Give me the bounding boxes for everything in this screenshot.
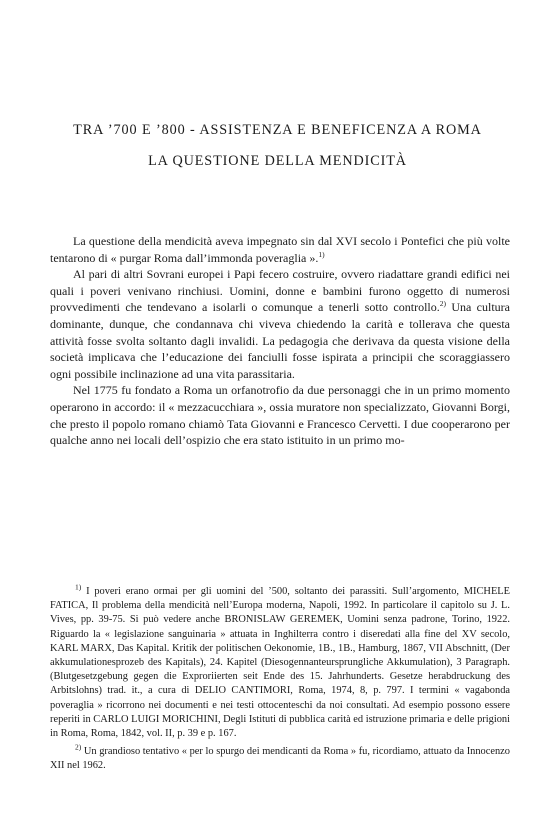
footnote-text: I poveri erano ormai per gli uomini del ’500, soltanto dei parassiti. Sull’argomento, MICHELE FATICA, Il problema della mendicità nell’Europa moderna, Napoli, 1992. In particolare il capitolo su J. L. Vives, pp. 39-75. Si può vedere anche BRONISLAW GEREMEK, Uomini senza padrone, Torino, 1922. Riguardo la « legislazione sanguinaria » attuata in Inghilterra contro i diseredati alla fine del XV secolo, KARL MARX, Das Kapital. Kritik der politischen Oekonomie, 1B., 1B., Hamburg, 1867, VII Abschnitt, (Der akkumulationesprozeb des Kapitals), 24. Kapitel (Diesogennanteursprungliche Akkumulation), 3 Paragraph. (Blutgesetzgebung gegen die Exproriierten seit Ende des 15. Jahrhunderts. Gesetze herabdruckung des Arbitslohns) trad. it., a cura di DELIO CANTIMORI, Roma, 1974, 8, p. 797. I termini « vagabonda poveraglia » ricorrono nei documenti e nei testi ottocenteschi da noi consultati. Ad esempio possono essere reperiti in CARLO LUIGI MORICHINI, Degli Istituti di pubblica carità ed istruzione primaria e delle prigioni in Roma, Roma, 1842, vol. II, p. 39 e p. 167. (50, 586, 510, 740)
footnote-mark: 2) (75, 742, 82, 752)
chapter-title: TRA ’700 E ’800 - ASSISTENZA E BENEFICENZA A ROMA (73, 122, 482, 138)
paragraph-3 (50, 382, 510, 448)
paragraph-1 (50, 233, 510, 266)
footnote-1 (50, 582, 510, 741)
paragraph-text-cont: Una cultura dominante, dunque, che condannava chi viveva chiedendo la carità e tollerava che questa attività fosse svolta soltanto dagli invalidi. La pedagogia che derivava da questa visione della società implicava che l’educazione dei fanciulli fosse ispirata a principii che scoraggiassero ogni possibile inclinazione ad una vita parassitaria. (50, 300, 510, 381)
footnote-2 (50, 742, 510, 773)
chapter-subtitle: LA QUESTIONE DELLA MENDICITÀ (148, 153, 407, 169)
footnote-ref: 2) (439, 299, 446, 309)
paragraph-text: La questione della mendicità aveva impegnato sin dal XVI secolo i Pontefici che più volte tentarono di « purgar Roma dall’immonda poveraglia ». (50, 234, 510, 265)
footnote-mark: 1) (75, 582, 82, 592)
body-text (50, 233, 510, 449)
paragraph-text: Nel 1775 fu fondato a Roma un orfanotrofio da due personaggi che in un primo momento operarono in accordo: il « mezzacucchiara », ossia muratore non specializzato, Giovanni Borgi, che presto il popolo romano chiamò Tata Giovanni e Francesco Cervetti. I due cooperarono per qualche anno nei locali dell’ospizio che era stato istituito in un primo mo- (50, 383, 510, 448)
paragraph-text: Al pari di altri Sovrani europei i Papi fecero costruire, ovvero riadattare grandi edifici nei quali i poveri venivano rinchiusi. Uomini, donne e bambini furono oggetto di numerosi provvedimenti che tendevano a isolarli o comunque a tenerli sotto controllo. (50, 267, 510, 315)
paragraph-2 (50, 266, 510, 382)
footnotes (50, 582, 510, 778)
footnote-text: Un grandioso tentativo « per lo spurgo dei mendicanti da Roma » fu, ricordiamo, attuato da Innocenzo XII nel 1962. (50, 746, 510, 772)
footnote-ref: 1) (318, 249, 325, 259)
